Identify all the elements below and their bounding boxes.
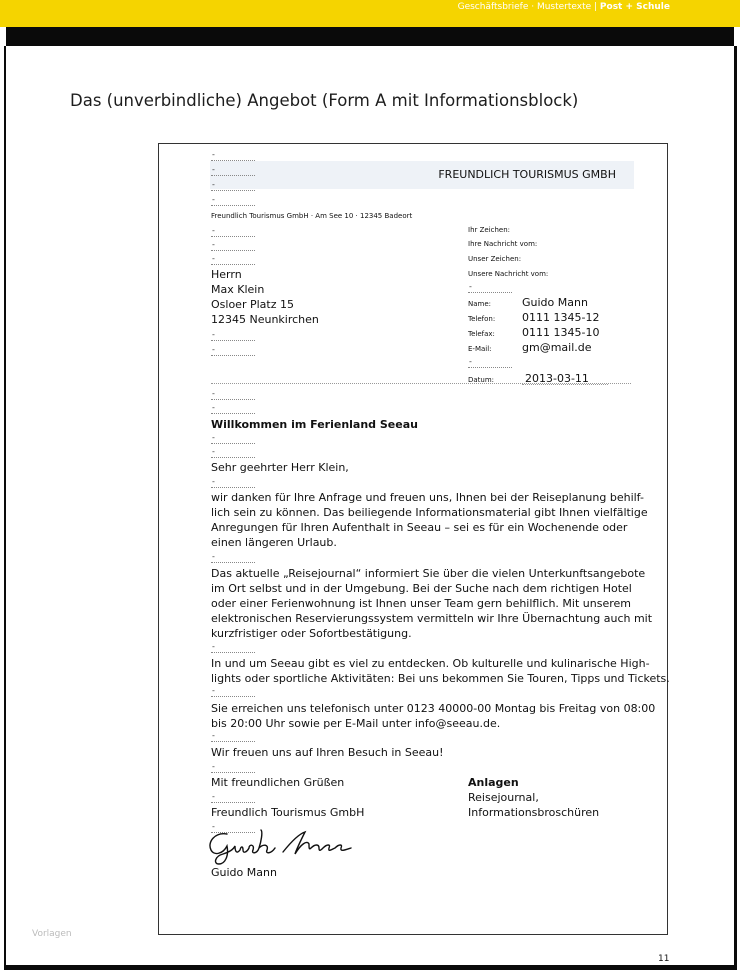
paragraph-line: bis 20:00 Uhr sowie per E-Mail unter info@seeau.de. — [211, 717, 501, 730]
blank-line — [211, 355, 255, 356]
value-name: Guido Mann — [522, 296, 588, 309]
blank-line — [211, 340, 255, 341]
label-name: Name: — [468, 300, 492, 308]
company-name: FREUNDLICH TOURISMUS GMBH — [438, 168, 616, 181]
paragraph-line: Das aktuelle „Reisejournal“ informiert Sie über die vielen Unterkunftsangebote — [211, 567, 646, 580]
anlagen-title: Anlagen — [468, 776, 519, 789]
blank-line — [211, 399, 255, 400]
paragraph-line: In und um Seeau gibt es viel zu entdecken. Ob kulturelle und kulinarische High- — [211, 657, 650, 670]
frame-bottom — [4, 965, 737, 970]
value-datum: 2013-03-11 — [525, 372, 589, 385]
paragraph-line: kurzfristiger oder Sofortbestätigung. — [211, 627, 412, 640]
paragraph-line: lich sein zu können. Das beiliegende Informationsmaterial gibt Ihnen vielfältige — [211, 506, 648, 519]
label-email: E-Mail: — [468, 345, 492, 353]
recipient-line-2: Max Klein — [211, 283, 265, 296]
paragraph-line: elektronischen Reservierungssystem vermitteln wir Ihre Übernachtung auch mit — [211, 612, 653, 625]
paragraph-line: wir danken für Ihre Anfrage und freuen uns, Ihnen bei der Reiseplanung behilf- — [211, 491, 644, 504]
paragraph-2 — [211, 566, 653, 641]
header-breadcrumb — [440, 2, 670, 12]
recipient-line-4: 12345 Neunkirchen — [211, 313, 319, 326]
closing-line: Wir freuen uns auf Ihren Besuch in Seeau! — [211, 746, 444, 759]
blank-line — [211, 175, 255, 176]
sender-line: Freundlich Tourismus GmbH · Am See 10 · 12345 Badeort — [211, 212, 413, 220]
header-black-band — [6, 27, 734, 46]
recipient-line-1: Herrn — [211, 268, 242, 281]
blank-line — [211, 443, 255, 444]
blank-line — [211, 205, 255, 206]
blank-line — [211, 802, 255, 803]
label-telefon: Telefon: — [468, 315, 496, 323]
anlagen-item-1: Reisejournal, — [468, 791, 539, 804]
label-unser-zeichen: Unser Zeichen: — [468, 255, 522, 263]
blank-line — [211, 562, 255, 563]
blank-line — [211, 741, 255, 742]
label-telefax: Telefax: — [468, 330, 495, 338]
paragraph-3 — [211, 656, 670, 686]
label-ihr-zeichen: Ihr Zeichen: — [468, 226, 511, 234]
signature-image — [205, 826, 355, 866]
paragraph-line: lights oder sportliche Aktivitäten: Bei uns bekommen Sie Touren, Tipps und Tickets. — [211, 672, 670, 685]
blank-line — [211, 696, 255, 697]
greeting: Mit freundlichen Grüßen — [211, 776, 345, 789]
paragraph-line: einen längeren Urlaub. — [211, 536, 337, 549]
label-unsere-nachricht: Unsere Nachricht vom: — [468, 270, 549, 278]
paragraph-4 — [211, 701, 656, 731]
value-telefon: 0111 1345-12 — [522, 311, 600, 324]
blank-line — [211, 487, 255, 488]
blank-line — [211, 264, 255, 265]
recipient-line-3: Osloer Platz 15 — [211, 298, 294, 311]
label-datum: Datum: — [468, 376, 495, 384]
paragraph-1 — [211, 490, 648, 550]
greeting-company: Freundlich Tourismus GmbH — [211, 806, 365, 819]
paragraph-line: Anregungen für Ihren Aufenthalt in Seeau – sei es für ein Wochenende oder — [211, 521, 628, 534]
blank-line — [211, 236, 255, 237]
date-line — [522, 384, 608, 385]
page-title: Das (unverbindliche) Angebot (Form A mit Informationsblock) — [70, 91, 579, 110]
paragraph-line: im Ort selbst und in der Umgebung. Bei der Suche nach dem richtigen Hotel — [211, 582, 632, 595]
blank-line — [468, 292, 512, 293]
breadcrumb-bold: Post + Schule — [599, 2, 670, 12]
blank-line — [211, 772, 255, 773]
blank-line — [211, 652, 255, 653]
paragraph-line: oder einer Ferienwohnung ist Ihnen unser Team gern behilflich. Mit unserem — [211, 597, 631, 610]
page-number: 11 — [658, 954, 670, 964]
signature-name: Guido Mann — [211, 866, 277, 879]
breadcrumb-plain: Geschäftsbriefe · Mustertexte | — [457, 2, 600, 12]
watermark: Vorlagen — [32, 929, 72, 939]
frame-left — [4, 46, 6, 966]
blank-line — [211, 413, 255, 414]
blank-line — [211, 457, 255, 458]
blank-line — [211, 190, 255, 191]
value-telefax: 0111 1345-10 — [522, 326, 600, 339]
value-email: gm@mail.de — [522, 341, 592, 354]
salutation: Sehr geehrter Herr Klein, — [211, 461, 349, 474]
blank-line — [468, 367, 512, 368]
label-ihre-nachricht: Ihre Nachricht vom: — [468, 240, 538, 248]
frame-right — [734, 46, 737, 966]
blank-line — [211, 160, 255, 161]
blank-line — [211, 250, 255, 251]
paragraph-line: Sie erreichen uns telefonisch unter 0123 40000-00 Montag bis Freitag von 08:00 — [211, 702, 656, 715]
subject-line: Willkommen im Ferienland Seeau — [211, 418, 418, 431]
anlagen-item-2: Informationsbroschüren — [468, 806, 600, 819]
